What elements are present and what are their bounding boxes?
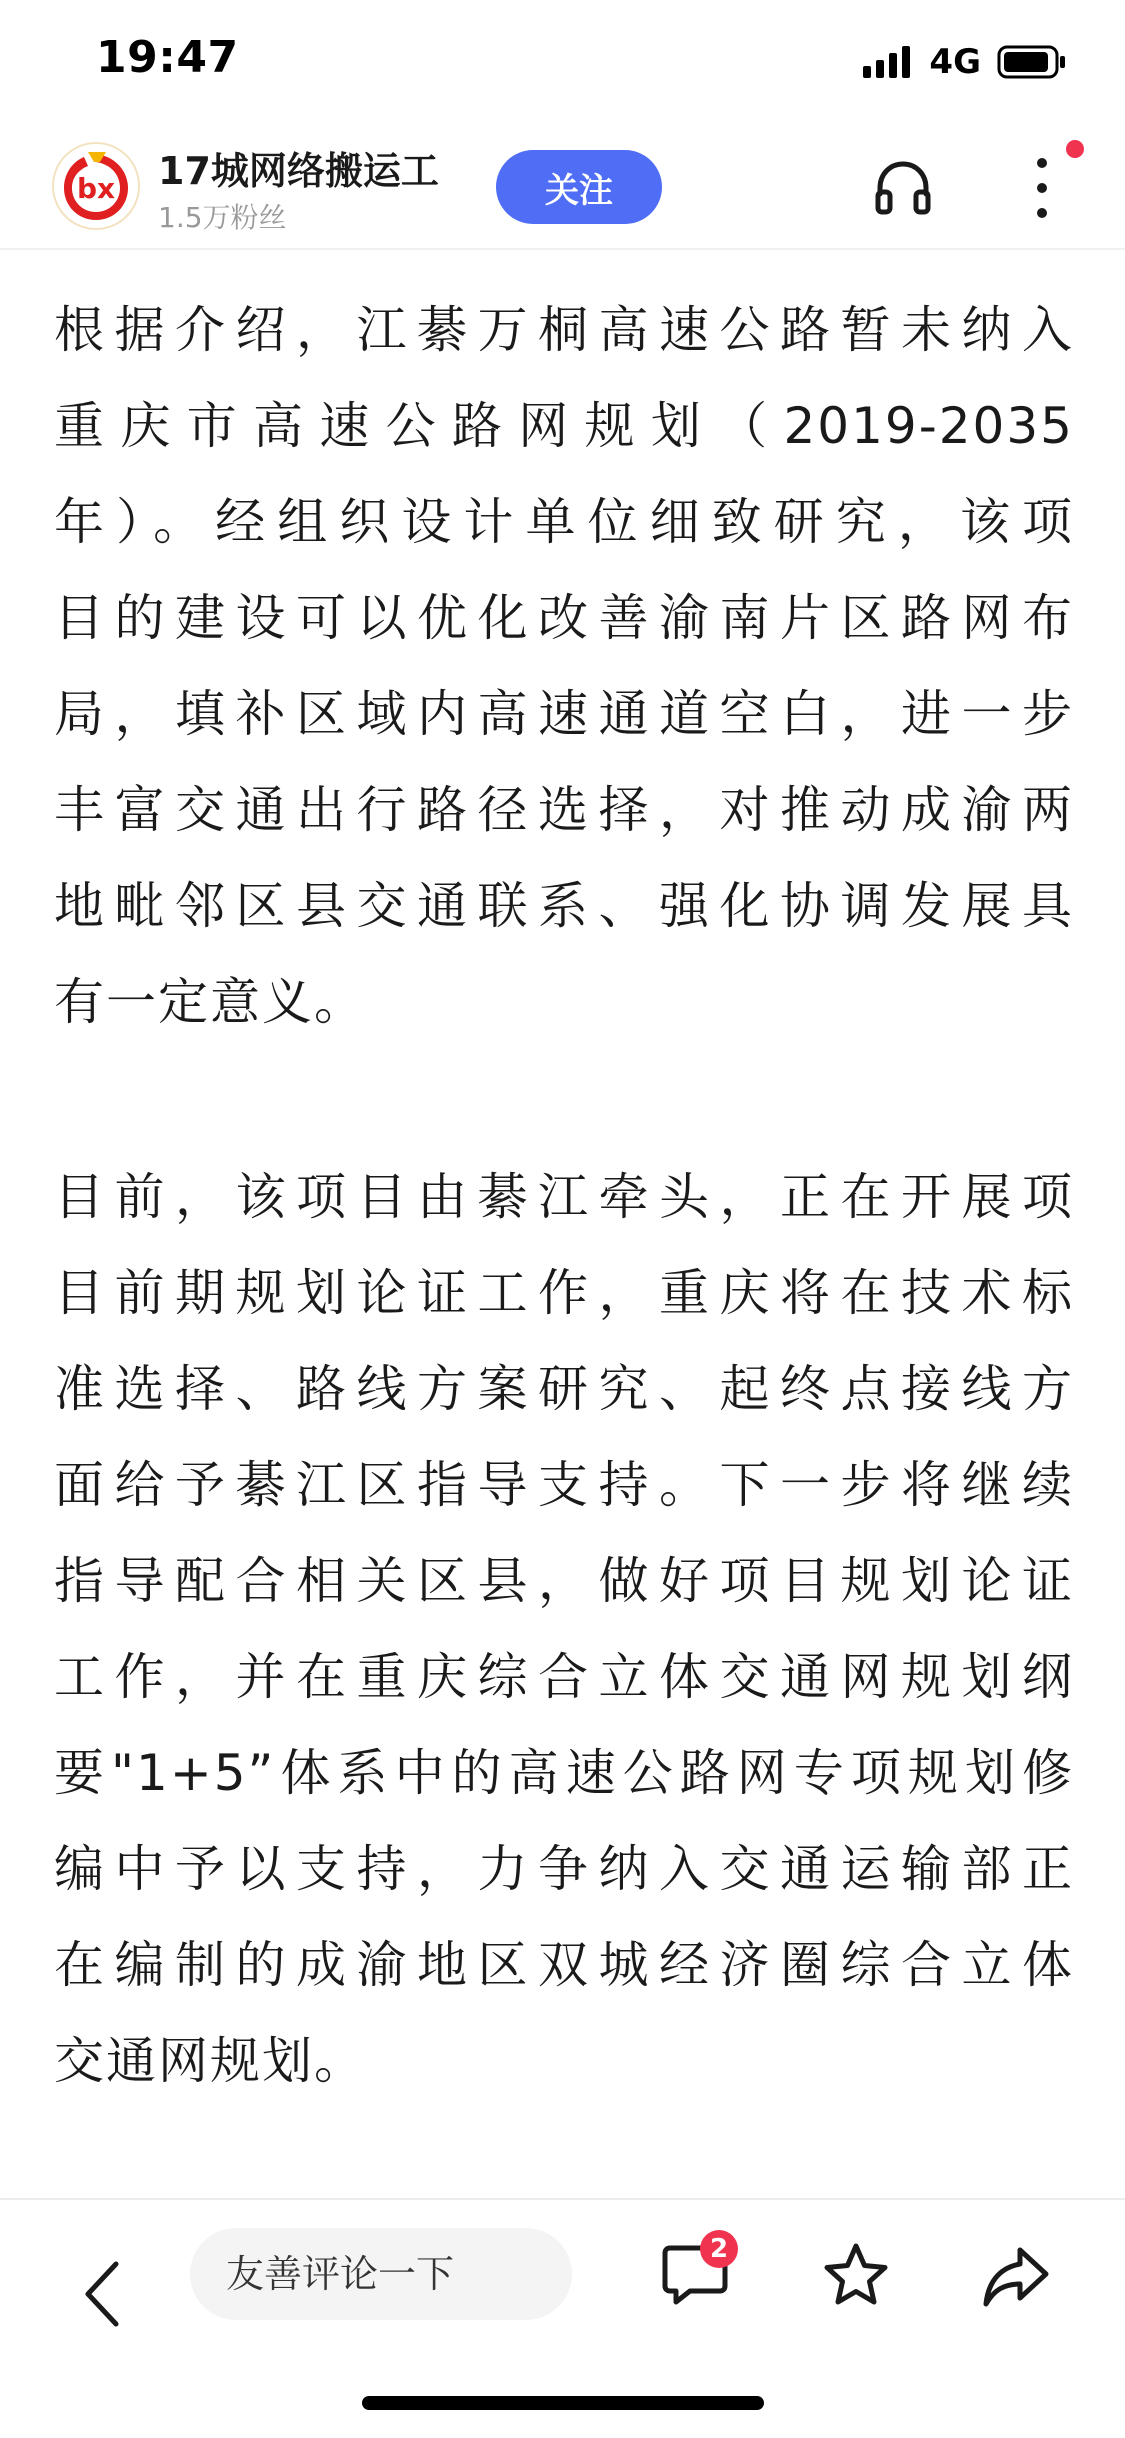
battery-icon	[997, 45, 1067, 79]
author-header	[0, 130, 1125, 250]
home-indicator	[362, 2396, 764, 2410]
text-line: 工作，并在重庆综合立体交通网规划纲	[54, 1648, 1074, 1706]
share-arrow-icon	[980, 2242, 1052, 2312]
back-button[interactable]	[72, 2254, 132, 2334]
comment-input[interactable]	[190, 2228, 572, 2320]
article-body	[54, 282, 1074, 2197]
text-line: 编中予以支持，力争纳入交通运输部正	[54, 1840, 1074, 1898]
text-line: 指导配合相关区县，做好项目规划论证	[54, 1552, 1074, 1610]
comment-count-badge: 2	[700, 2230, 738, 2268]
text-line: 要"1+5”体系中的高速公路网专项规划修	[54, 1744, 1074, 1802]
status-bar	[0, 0, 1125, 130]
text-line: 有一定意义。	[54, 973, 366, 1031]
text-line: 地毗邻区县交通联系、强化协调发展具	[54, 877, 1074, 935]
text-line: 丰富交通出行路径选择，对推动成渝两	[54, 781, 1074, 839]
text-line: 交通网规划。	[54, 2032, 366, 2090]
status-indicators	[863, 42, 1067, 82]
text-line: 目前期规划论证工作，重庆将在技术标	[54, 1264, 1074, 1322]
text-line: 目的建设可以优化改善渝南片区路网布	[54, 589, 1074, 647]
text-line: 在编制的成渝地区双城经济圈综合立体	[54, 1936, 1074, 1994]
star-icon	[820, 2240, 892, 2312]
article-paragraph	[54, 1149, 1074, 2109]
author-fans-count: 1.5万粉丝	[158, 201, 287, 234]
notification-dot	[1066, 140, 1084, 158]
status-time: 19:47	[96, 32, 239, 83]
author-name[interactable]: 17城网络搬运工	[158, 149, 439, 193]
share-button[interactable]	[980, 2242, 1056, 2318]
text-line: 目前，该项目由綦江牵头，正在开展项	[54, 1168, 1074, 1226]
svg-text:bx: bx	[76, 172, 116, 205]
text-line: 局，填补区域内高速通道空白，进一步	[54, 685, 1074, 743]
chevron-left-icon	[82, 2260, 122, 2328]
more-vertical-icon	[1032, 153, 1052, 223]
avatar[interactable]	[52, 142, 140, 230]
follow-button[interactable]: 关注	[496, 150, 662, 224]
avatar-logo-icon	[54, 144, 138, 228]
text-line: 准选择、路线方案研究、起终点接线方	[54, 1360, 1074, 1418]
text-line: 年）。经组织设计单位细致研究，该项	[54, 493, 1074, 551]
headphones-icon	[872, 156, 934, 218]
favorite-button[interactable]	[820, 2240, 896, 2316]
article-paragraph	[54, 282, 1074, 1050]
text-line: 重庆市高速公路网规划（2019-2035	[54, 397, 1074, 455]
cellular-signal-icon	[863, 46, 913, 78]
text-line: 面给予綦江区指导支持。下一步将继续	[54, 1456, 1074, 1514]
network-type: 4G	[929, 42, 981, 82]
text-line: 根据介绍，江綦万桐高速公路暂未纳入	[54, 301, 1074, 359]
listen-button[interactable]	[868, 152, 938, 222]
more-options-button[interactable]	[1014, 148, 1070, 228]
